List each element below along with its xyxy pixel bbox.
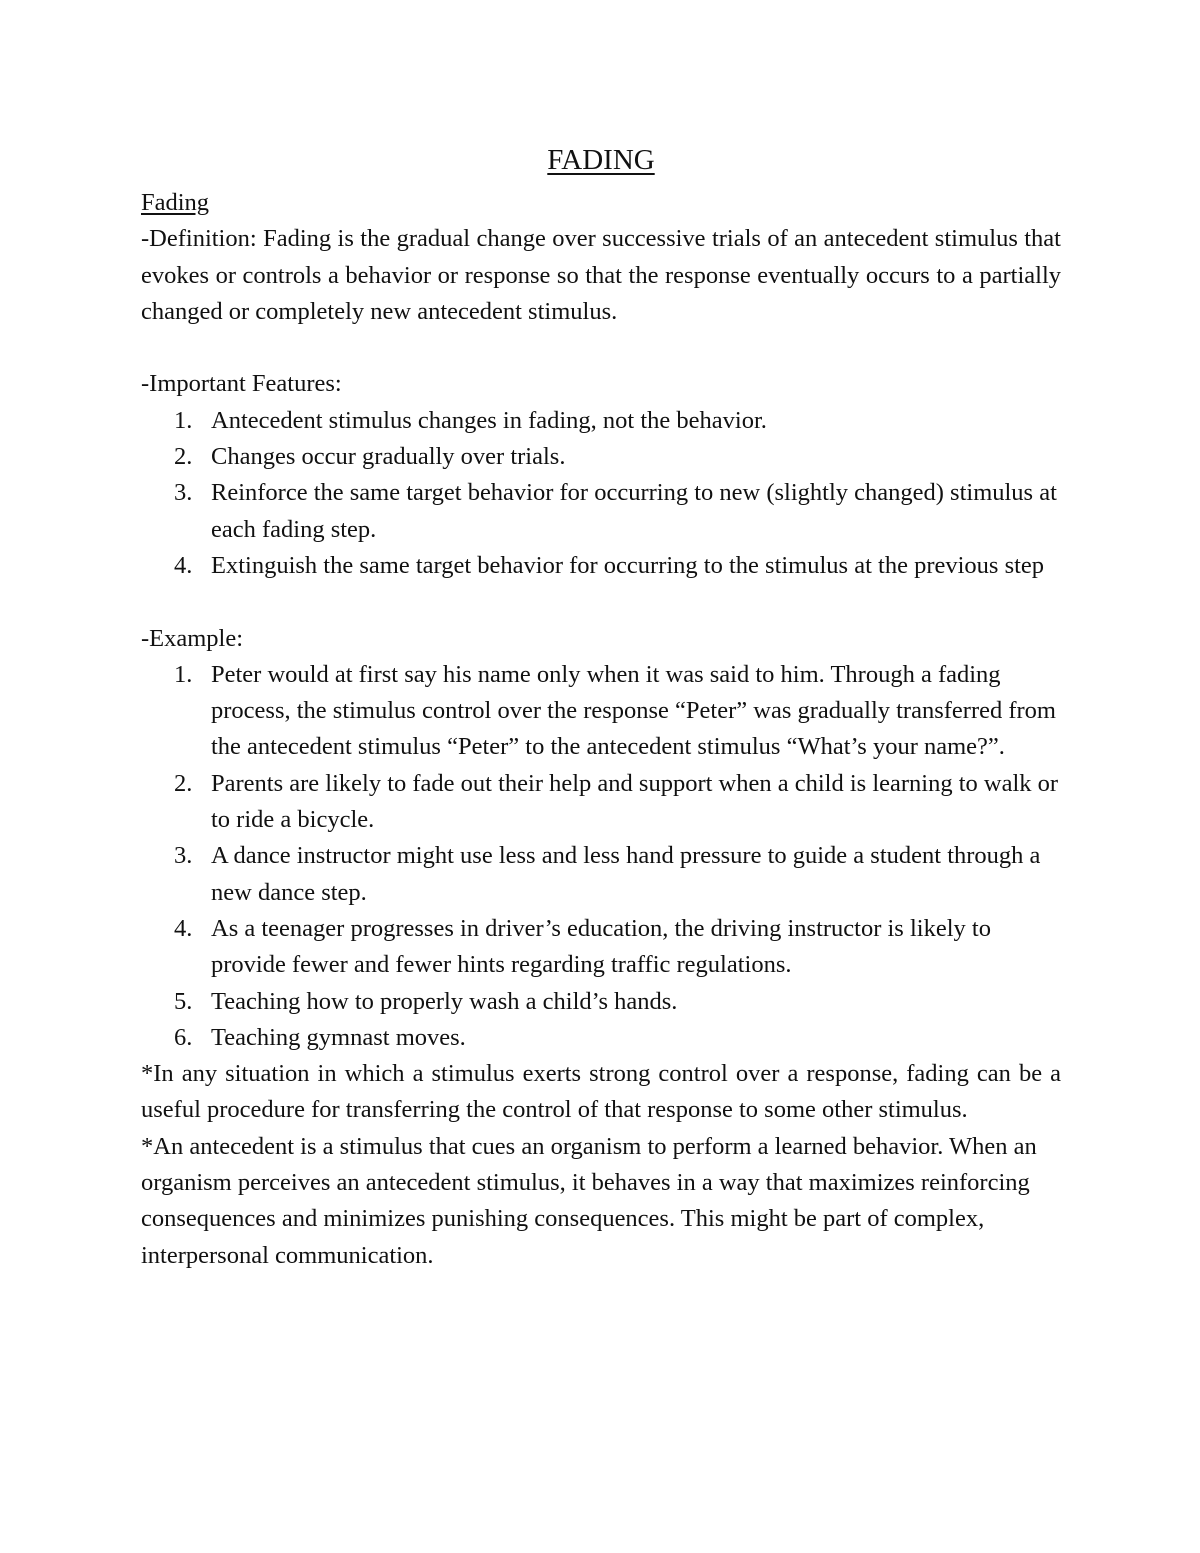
list-number: 4.	[174, 551, 193, 579]
list-number: 6.	[174, 1023, 193, 1051]
list-item-text: Teaching gymnast moves.	[211, 1023, 466, 1051]
list-item-text: A dance instructor might use less and less hand pressure to guide a student through a new dance step.	[211, 842, 1041, 906]
list-number: 1.	[174, 406, 193, 434]
list-item	[141, 403, 1061, 439]
list-item	[141, 984, 1061, 1020]
list-item	[141, 766, 1061, 839]
list-number: 3.	[174, 479, 193, 507]
list-number: 2.	[174, 769, 193, 797]
features-heading: -Important Features:	[141, 370, 342, 398]
list-item-text: Teaching how to properly wash a child’s hands.	[211, 987, 678, 1015]
spacer	[141, 584, 1061, 620]
page-title: FADING	[547, 144, 655, 176]
list-number: 4.	[174, 914, 193, 942]
list-item-text: Reinforce the same target behavior for occurring to new (slightly changed) stimulus at each fading step.	[211, 479, 1057, 543]
examples-list	[141, 657, 1061, 1056]
list-item-text: As a teenager progresses in driver’s education, the driving instructor is likely to provide fewer and fewer hints regarding traffic regulations.	[211, 914, 991, 979]
definition-paragraph: -Definition: Fading is the gradual change over successive trials of an antecedent stimulus that evokes or controls a behavior or response so that the response eventually occurs to a partially changed or completely new antecedent stimulus.	[141, 225, 1061, 325]
list-item-text: Antecedent stimulus changes in fading, not the behavior.	[211, 406, 767, 434]
list-number: 2.	[174, 443, 193, 471]
examples-heading: -Example:	[141, 624, 244, 652]
list-item	[141, 911, 1061, 984]
section-heading: Fading	[141, 189, 210, 216]
list-number: 3.	[174, 842, 193, 870]
list-item	[141, 1020, 1061, 1056]
document-page	[141, 140, 1061, 1274]
features-list	[141, 403, 1061, 584]
list-item-text: Extinguish the same target behavior for occurring to the stimulus at the previous step	[211, 551, 1045, 579]
list-item	[141, 548, 1061, 584]
list-item	[141, 439, 1061, 475]
list-item	[141, 838, 1061, 911]
list-item-text: Parents are likely to fade out their help and support when a child is learning to walk or to ride a bicycle.	[211, 769, 1059, 834]
spacer	[141, 330, 1061, 366]
list-item-text: Changes occur gradually over trials.	[211, 443, 566, 471]
list-item	[141, 657, 1061, 766]
list-item	[141, 475, 1061, 548]
list-number: 1.	[174, 660, 193, 688]
list-item-text: Peter would at first say his name only when it was said to him. Through a fading process, the stimulus control over the response “Peter” was gradually transferred from the antecedent stimulus “Peter” to the antecedent stimulus “What’s your name?”.	[211, 660, 1056, 761]
list-number: 5.	[174, 987, 193, 1015]
note-paragraph-1: *In any situation in which a stimulus exerts strong control over a response, fading can be a useful procedure for transferring the control of that response to some other stimulus.	[141, 1060, 1061, 1124]
note-paragraph-2: *An antecedent is a stimulus that cues an organism to perform a learned behavior. When an organism perceives an antecedent stimulus, it behaves in a way that maximizes reinforcing consequences and minimizes punishing consequences. This might be part of complex, interpersonal communication.	[141, 1132, 1037, 1269]
